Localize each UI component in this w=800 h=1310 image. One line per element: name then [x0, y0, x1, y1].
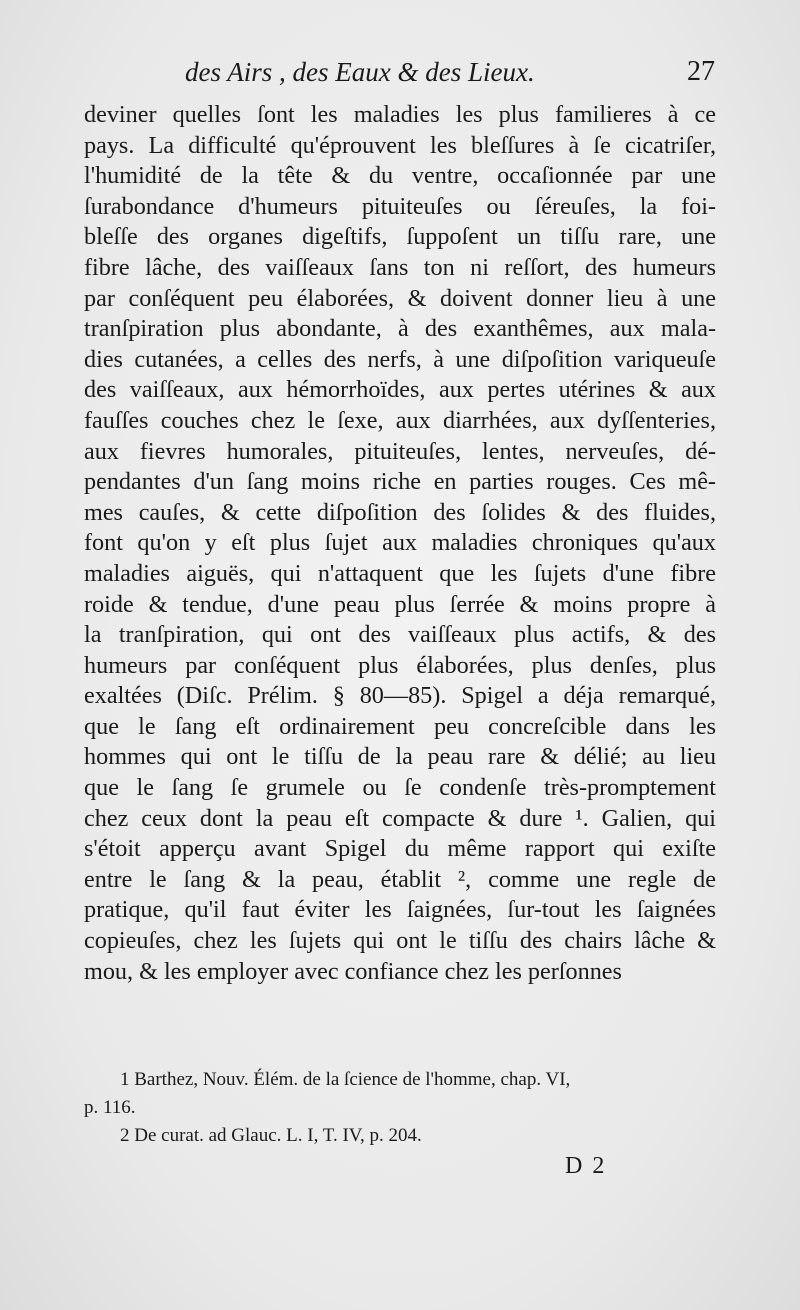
text-line: l'humidité de la tête & du ventre, occaſionnée par une [84, 162, 716, 190]
footnote-1: 1 Barthez, Nouv. Élém. de la ſcience de l'homme, chap. VI, [120, 1069, 571, 1090]
text-line: ſurabondance d'humeurs pituiteuſes ou ſéreuſes, la foi- [84, 192, 716, 220]
text-line: pendantes d'un ſang moins riche en parties rouges. Ces mê- [84, 468, 716, 496]
text-line: deviner quelles ſont les maladies les plus familieres à ce [84, 101, 716, 128]
signature-mark: D 2 [565, 1153, 607, 1179]
text-line: dies cutanées, a celles des nerfs, à une diſpoſition variqueuſe [84, 345, 716, 373]
text-line: par conſéquent peu élaborées, & doivent donner lieu à une [84, 284, 716, 312]
text-line: s'étoit apperçu avant Spigel du même rapport qui exiſte [84, 835, 716, 863]
text-line: pratique, qu'il faut éviter les ſaignées, ſur-tout les ſaignées [84, 896, 716, 924]
footnotes [84, 1066, 716, 1150]
text-line: mou, & les employer avec confiance chez les perſonnes [84, 957, 622, 985]
text-line: la tranſpiration, qui ont des vaiſſeaux plus actifs, & des [84, 621, 716, 649]
text-line: copieuſes, chez les ſujets qui ont le tiſſu des chairs lâche & [84, 927, 716, 955]
text-line: exaltées (Diſc. Prélim. § 80—85). Spigel a déja remarqué, [84, 682, 716, 710]
text-line: pays. La difficulté qu'éprouvent les bleſſures à ſe cicatriſer, [84, 131, 716, 159]
page-header [185, 52, 715, 92]
text-line: fibre lâche, des vaiſſeaux ſans ton ni reſſort, des humeurs [84, 253, 716, 281]
body-text [84, 100, 716, 987]
text-line: que le ſang eſt ordinairement peu concreſcible dans les [84, 712, 716, 740]
text-line: entre le ſang & la peau, établit ², comme une regle de [84, 865, 716, 893]
text-line: maladies aiguës, qui n'attaquent que les ſujets d'une fibre [84, 559, 716, 587]
text-line: des vaiſſeaux, aux hémorrhoïdes, aux pertes utérines & aux [84, 376, 716, 404]
text-line: font qu'on y eſt plus ſujet aux maladies chroniques qu'aux [84, 529, 716, 557]
running-title: des Airs , des Eaux & des Lieux. [185, 57, 535, 87]
text-line: aux fievres humorales, pituiteuſes, lentes, nerveuſes, dé- [84, 437, 716, 465]
footnote-2: 2 De curat. ad Glauc. L. I, T. IV, p. 204. [120, 1125, 422, 1146]
text-line: chez ceux dont la peau eſt compacte & dure ¹. Galien, qui [84, 804, 716, 832]
text-line: tranſpiration plus abondante, à des exanthêmes, aux mala- [84, 315, 716, 343]
text-line: fauſſes couches chez le ſexe, aux diarrhées, aux dyſſenteries, [84, 406, 716, 434]
text-line: bleſſe des organes digeſtifs, ſuppoſent un tiſſu rare, une [84, 223, 716, 251]
text-line: que le ſang ſe grumele ou ſe condenſe très-promptement [84, 774, 716, 802]
text-line: roide & tendue, d'une peau plus ſerrée & moins propre à [84, 590, 716, 618]
text-line: humeurs par conſéquent plus élaborées, plus denſes, plus [84, 651, 716, 679]
text-line: hommes qui ont le tiſſu de la peau rare & délié; au lieu [84, 743, 716, 771]
footnote-1-continuation: p. 116. [84, 1097, 136, 1118]
text-line: mes cauſes, & cette diſpoſition des ſolides & des fluides, [84, 498, 716, 526]
page-number: 27 [687, 56, 715, 87]
